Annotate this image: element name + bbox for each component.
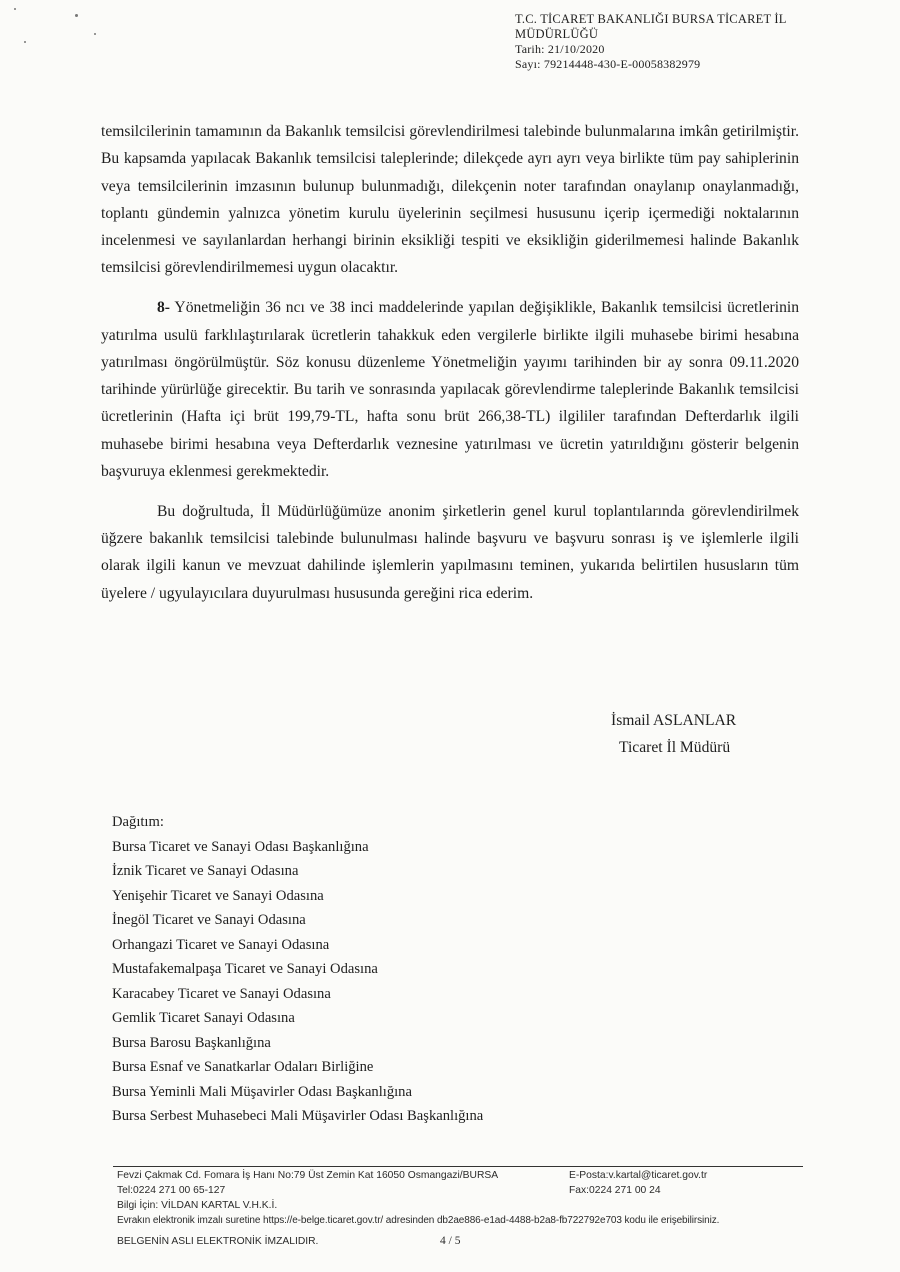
distribution-item: İnegöl Ticaret ve Sanayi Odasına xyxy=(112,912,306,928)
letter-body xyxy=(101,118,799,620)
paragraph-2-number: 8- xyxy=(157,299,170,317)
footer-address: Fevzi Çakmak Cd. Fomara İş Hanı No:79 Üst Zemin Kat 16050 Osmangazi/BURSA xyxy=(117,1170,499,1181)
distribution-item: Gemlik Ticaret Sanayi Odasına xyxy=(112,1010,295,1026)
page-number: 4 / 5 xyxy=(440,1235,461,1247)
distribution-item: Bursa Ticaret ve Sanayi Odası Başkanlığına xyxy=(112,838,369,855)
distribution-heading: Dağıtım: xyxy=(112,814,164,830)
distribution-item: Mustafakemalpaşa Ticaret ve Sanayi Odasına xyxy=(112,961,378,977)
signer-title: Ticaret İl Müdürü xyxy=(619,739,731,756)
paragraph-2-text: Yönetmeliğin 36 ncı ve 38 inci maddelerinde yapılan değişiklikle, Bakanlık temsilcisi ücretlerinin yatırılma usulü farklılaştırılarak ücretlerin tahakkuk eden vergilerle birlikte ilgili muhasebe birimi hesabına yatırılması öngörülmüştür. Söz konusu düzenleme Yönetmeliğin yayımı tarihinden bir ay sonra 09.11.2020 tarihinde yürürlüğe girecektir. Bu tarih ve sonrasında yapılacak görevlendirme taleplerinde Bakanlık temsilcisi ücretlerinin (Hafta içi brüt 199,79-TL, hafta sonu brüt 266,38-TL) ilgililer tarafından Defterdarlık ilgili muhasebe birimi hesabına veya Defterdarlık veznesine yatırılması ve ücretin yatırıldığını gösterir belgenin başvuruya eklenmesi gerekmektedir. xyxy=(101,299,799,481)
paragraph-2 xyxy=(101,294,799,485)
footer-email: E-Posta:v.kartal@ticaret.gov.tr xyxy=(569,1170,708,1181)
footer-fax: Fax:0224 271 00 24 xyxy=(569,1185,661,1196)
footer-phone: Tel:0224 271 00 65-127 xyxy=(117,1185,226,1196)
distribution-item: Orhangazi Ticaret ve Sanayi Odasına xyxy=(112,936,330,953)
document-footer xyxy=(117,1168,857,1252)
signature-block xyxy=(611,707,736,761)
paragraph-1: temsilcilerinin tamamının da Bakanlık temsilcisi görevlendirilmesi talebinde bulunmalarına imkân getirilmiştir. Bu kapsamda yapılacak Bakanlık temsilcisi taleplerinde; dilekçede ayrı ayrı veya birlikte tüm pay sahiplerinin veya temsilcilerinin imzasının bulunup bulunmadığı, dilekçenin noter tarafından onaylanıp onaylanmadığı, toplantı gündemin yalnızca yönetim kurulu üyelerinin seçilmesi hususunu içerip içermediği noktalarının incelenmesi ve sayılanlardan herhangi birinin eksikliği tespiti ve eksikliğin giderilmemesi halinde Bakanlık temsilcisi görevlendirilmemesi uygun olacaktır. xyxy=(101,123,799,277)
footer-original-note: BELGENİN ASLI ELEKTRONİK İMZALIDIR. xyxy=(117,1236,319,1247)
footer-contact-info: Bilgi İçin: VİLDAN KARTAL V.H.K.İ. xyxy=(117,1200,278,1211)
distribution-item: Yenişehir Ticaret ve Sanayi Odasına xyxy=(112,887,324,904)
distribution-item: Bursa Barosu Başkanlığına xyxy=(112,1034,271,1051)
header-date: Tarih: 21/10/2020 xyxy=(515,42,605,56)
distribution-item: Bursa Serbest Muhasebeci Mali Müşavirler Odası Başkanlığına xyxy=(112,1108,484,1124)
distribution-item: Bursa Esnaf ve Sanatkarlar Odaları Birliğine xyxy=(112,1059,374,1075)
paragraph-3: Bu doğrultuda, İl Müdürlüğümüze anonim şirketlerin genel kurul toplantılarında görevlendirilmek üğzere bakanlık temsilcisi talebinde bulunulması halinde başvuru ve başvuru sonrası iş ve işlemlerle ilgili olarak ilgili kanun ve mevzuat dahilinde işlemlerin yapılmasını teminen, yukarıda belirtilen hususların tüm üyelere / ugyulayıcılara duyurulması hususunda gereğini rica ederim. xyxy=(101,502,799,602)
header-org-line2: MÜDÜRLÜĞÜ xyxy=(515,27,599,41)
header-org-line1: T.C. TİCARET BAKANLIĞI BURSA TİCARET İL xyxy=(515,12,787,26)
document-header xyxy=(515,12,787,72)
signer-name: İsmail ASLANLAR xyxy=(611,712,737,729)
footer-divider xyxy=(113,1166,803,1167)
distribution-list xyxy=(112,810,483,1129)
footer-ebelge-note: Evrakın elektronik imzalı suretine https://e-belge.ticaret.gov.tr/ adresinden db2ae886-e1ad-4488-b2a8-fb722792e703 kodu ile erişebilirsiniz. xyxy=(117,1215,720,1226)
distribution-item: İznik Ticaret ve Sanayi Odasına xyxy=(112,863,299,879)
distribution-item: Karacabey Ticaret ve Sanayi Odasına xyxy=(112,985,331,1002)
distribution-item: Bursa Yeminli Mali Müşavirler Odası Başkanlığına xyxy=(112,1083,412,1100)
header-number: Sayı: 79214448-430-E-00058382979 xyxy=(515,57,701,71)
